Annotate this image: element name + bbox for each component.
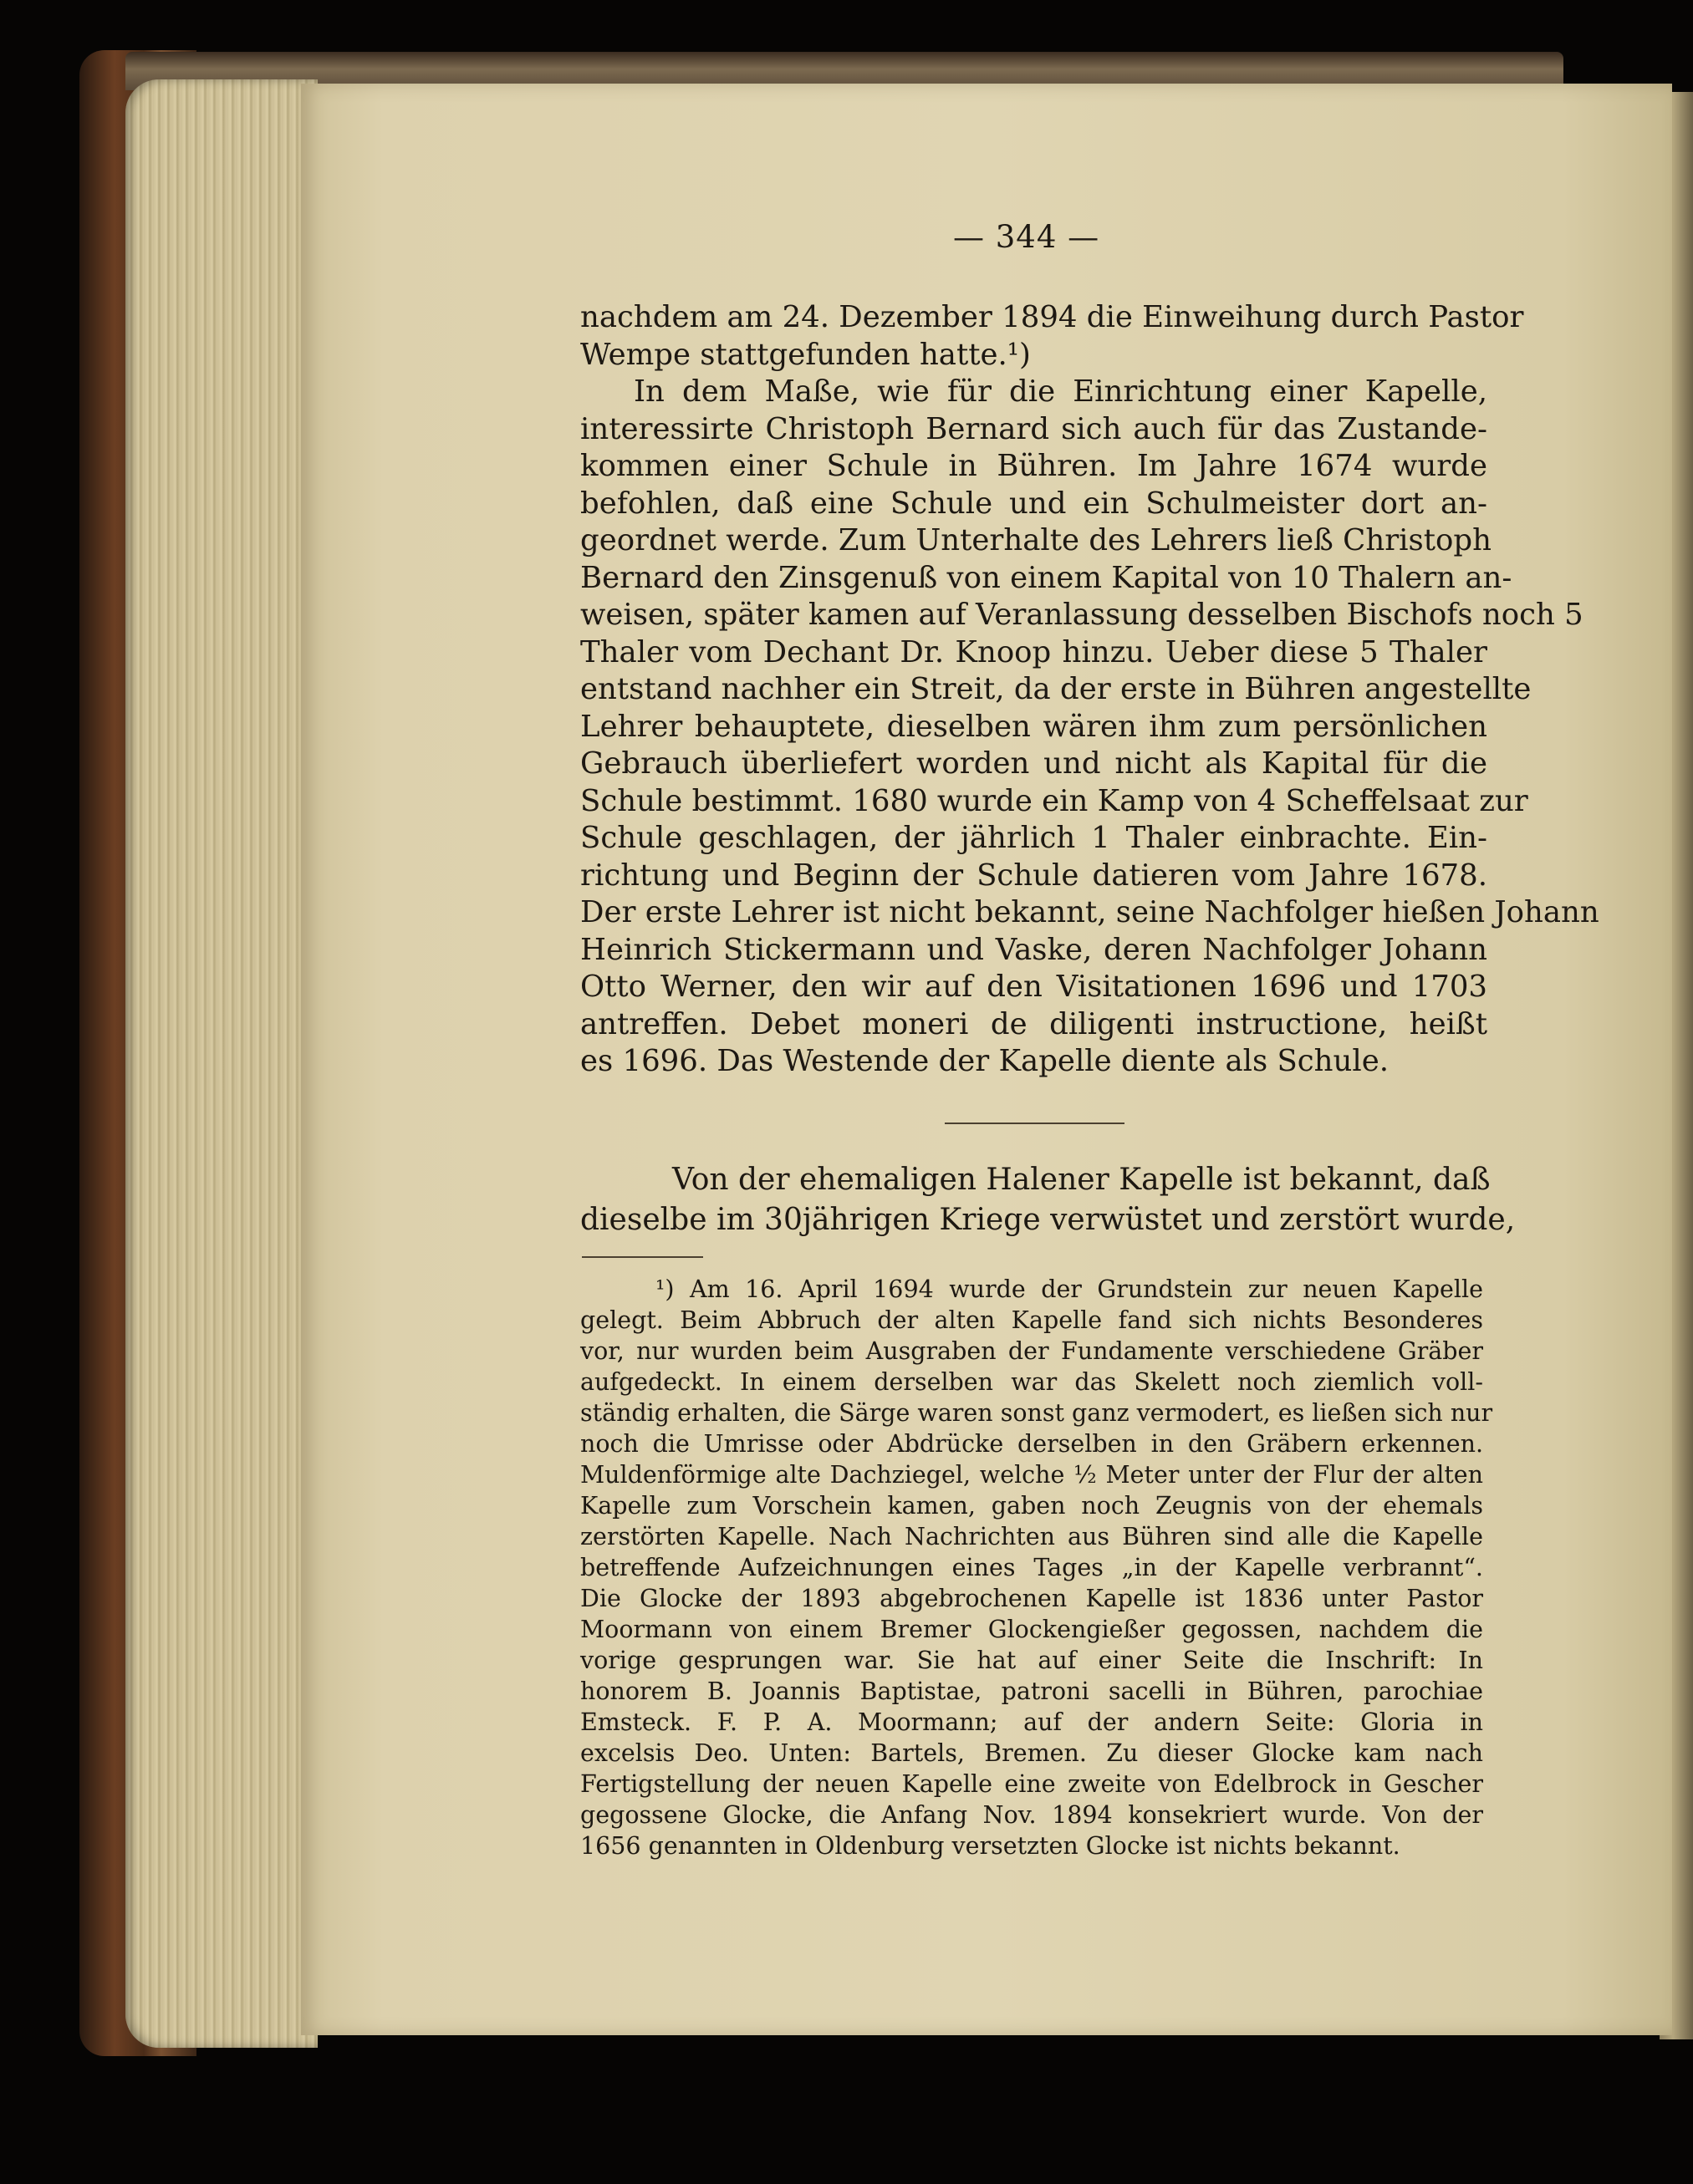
text-line: In dem Maße, wie für die Einrichtung einer Kapelle,: [634, 374, 1487, 409]
text-line: interessirte Christoph Bernard sich auch für das Zustande-: [580, 411, 1487, 446]
page-edges-stack: [125, 79, 318, 2048]
footnote-line: Emsteck. F. P. A. Moormann; auf der andern Seite: Gloria in: [580, 1708, 1483, 1736]
footnote-line: Die Glocke der 1893 abgebrochenen Kapelle ist 1836 unter Pastor: [580, 1585, 1483, 1612]
footnote-line: vor, nur wurden beim Ausgraben der Fundamente verschiedene Gräber: [580, 1337, 1483, 1365]
footnote-line: aufgedeckt. In einem derselben war das Skelett noch ziemlich voll-: [580, 1368, 1483, 1396]
text-line: Bernard den Zinsgenuß von einem Kapital von 10 Thalern an-: [580, 560, 1512, 595]
footnote-divider: [582, 1256, 703, 1258]
footnote-line: zerstörten Kapelle. Nach Nachrichten aus Bühren sind alle die Kapelle: [580, 1523, 1483, 1550]
footnote-line: noch die Umrisse oder Abdrücke derselben in den Gräbern erkennen.: [580, 1430, 1483, 1458]
footnote-line: Muldenförmige alte Dachziegel, welche ½ Meter unter der Flur der alten: [580, 1461, 1483, 1489]
text-line: Otto Werner, den wir auf den Visitationen 1696 und 1703: [580, 970, 1487, 1004]
footnote-block: [580, 1274, 1493, 1861]
text-line: Thaler vom Dechant Dr. Knoop hinzu. Ueber diese 5 Thaler: [580, 634, 1487, 669]
text-line: antreffen. Debet moneri de diligenti instructione, heißt: [580, 1006, 1487, 1041]
text-line: weisen, später kamen auf Veranlassung desselben Bischofs noch 5: [580, 598, 1583, 632]
text-line: Lehrer behauptete, dieselben wären ihm zum persönlichen: [580, 709, 1487, 744]
footnote-line: excelsis Deo. Unten: Bartels, Bremen. Zu dieser Glocke kam nach: [580, 1739, 1483, 1767]
footnote-line: ¹) Am 16. April 1694 wurde der Grundstein zur neuen Kapelle: [655, 1275, 1483, 1303]
footnote-line: honorem B. Joannis Baptistae, patroni sacelli in Bühren, parochiae: [580, 1677, 1483, 1705]
main-text-block: [580, 299, 1599, 1081]
text-line: Heinrich Stickermann und Vaske, deren Nachfolger Johann: [580, 932, 1487, 967]
text-line: richtung und Beginn der Schule datieren vom Jahre 1678.: [580, 858, 1487, 893]
footnote-line: gelegt. Beim Abbruch der alten Kapelle fand sich nichts Besonderes: [580, 1306, 1483, 1334]
text-line: Wempe stattgefunden hatte.¹): [580, 337, 1031, 372]
section-text-block: [580, 1160, 1516, 1240]
section-divider: [945, 1123, 1124, 1124]
text-line: Schule geschlagen, der jährlich 1 Thaler einbrachte. Ein-: [580, 821, 1487, 855]
text-line: geordnet werde. Zum Unterhalte des Lehrers ließ Christoph: [580, 523, 1492, 557]
text-line: entstand nachher ein Streit, da der erste in Bühren angestellte: [580, 672, 1532, 706]
footnote-line: 1656 genannten in Oldenburg versetzten Glocke ist nichts bekannt.: [580, 1832, 1400, 1860]
text-line: Der erste Lehrer ist nicht bekannt, seine Nachfolger hießen Johann: [580, 895, 1599, 929]
footnote-line: ständig erhalten, die Särge waren sonst ganz vermodert, es ließen sich nur: [580, 1399, 1493, 1427]
text-line: nachdem am 24. Dezember 1894 die Einweihung durch Pastor: [580, 300, 1524, 334]
text-line: Gebrauch überliefert worden und nicht als Kapital für die: [580, 746, 1487, 781]
footnote-line: Kapelle zum Vorschein kamen, gaben noch Zeugnis von der ehemals: [580, 1492, 1483, 1520]
text-line: befohlen, daß eine Schule und ein Schulmeister dort an-: [580, 486, 1487, 521]
text-line: Schule bestimmt. 1680 wurde ein Kamp von 4 Scheffelsaat zur: [580, 783, 1528, 818]
text-line: kommen einer Schule in Bühren. Im Jahre 1674 wurde: [580, 449, 1487, 483]
footnote-line: Fertigstellung der neuen Kapelle eine zweite von Edelbrock in Gescher: [580, 1770, 1483, 1798]
footnote-line: Moormann von einem Bremer Glockengießer gegossen, nachdem die: [580, 1616, 1483, 1643]
text-line: dieselbe im 30jährigen Kriege verwüstet und zerstört wurde,: [580, 1203, 1516, 1237]
text-line: Von der ehemaligen Halener Kapelle ist bekannt, daß: [672, 1163, 1491, 1197]
page-number: — 344 —: [953, 219, 1100, 255]
footnote-line: vorige gesprungen war. Sie hat auf einer Seite die Inschrift: In: [580, 1647, 1483, 1674]
footnote-line: gegossene Glocke, die Anfang Nov. 1894 konsekriert wurde. Von der: [580, 1801, 1483, 1829]
text-line: es 1696. Das Westende der Kapelle diente als Schule.: [580, 1044, 1390, 1078]
footnote-line: betreffende Aufzeichnungen eines Tages „in der Kapelle verbrannt“.: [580, 1554, 1483, 1581]
